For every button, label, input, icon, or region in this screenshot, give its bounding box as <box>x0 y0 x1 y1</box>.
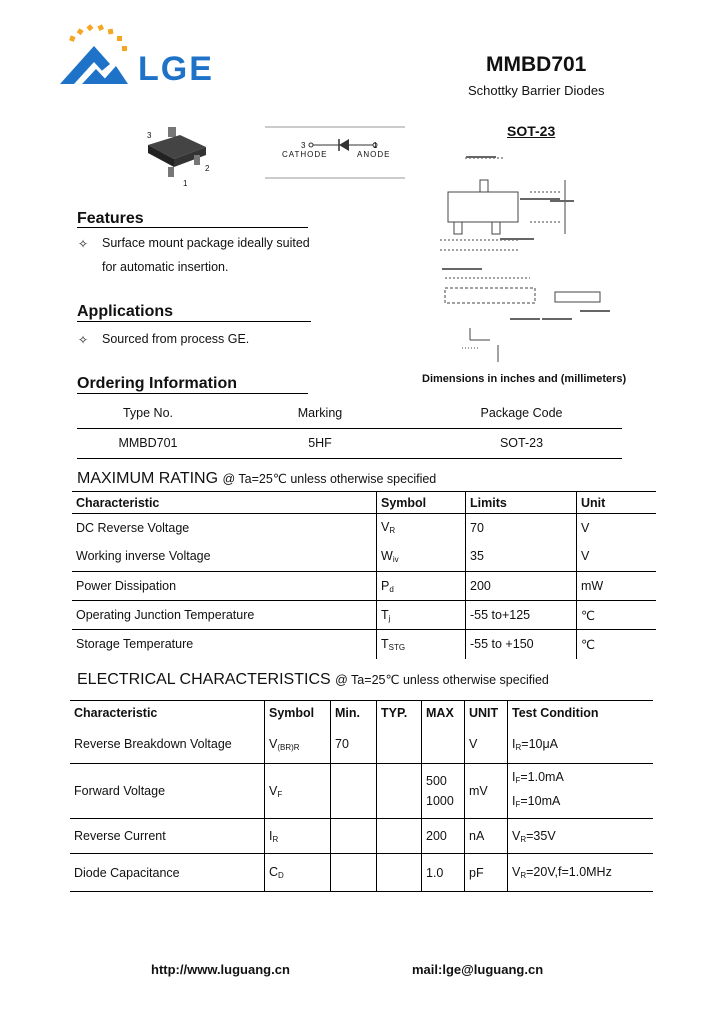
electrical-table <box>70 700 653 892</box>
max-symbol-sub: iv <box>392 554 399 564</box>
elec-condition <box>508 726 654 764</box>
table-row <box>70 726 653 764</box>
symbol-pin-1: 1 <box>373 141 378 150</box>
max-unit: V <box>581 549 590 564</box>
elec-cond-rest: =10μA <box>521 736 559 751</box>
elec-min <box>331 764 377 819</box>
max-limit: 200 <box>466 572 577 601</box>
elec-unit: V <box>465 726 508 764</box>
max-symbol-main: W <box>381 548 393 563</box>
elec-min: 70 <box>331 726 377 764</box>
part-subtitle: Schottky Barrier Diodes <box>468 83 605 98</box>
table-row <box>70 764 653 819</box>
max-rating-heading: MAXIMUM RATING <box>77 470 219 487</box>
max-unit: mW <box>581 579 604 593</box>
max-char: Storage Temperature <box>72 630 377 659</box>
max-rating-table <box>72 491 656 659</box>
table-row <box>72 514 656 542</box>
table-row <box>70 854 653 892</box>
elec-cond-rest: =10mA <box>520 794 561 808</box>
elec-max: 200 <box>422 819 465 854</box>
max-header-char: Characteristic <box>72 492 377 514</box>
brand-name: LGE <box>138 50 214 88</box>
dimension-drawing <box>430 150 620 365</box>
elec-header-max: MAX <box>422 701 465 726</box>
elec-char: Reverse Breakdown Voltage <box>70 726 265 764</box>
ordering-package: SOT-23 <box>499 436 544 450</box>
elec-symbol-sub: F <box>277 789 283 799</box>
max-header-limits: Limits <box>466 492 577 514</box>
max-unit: ℃ <box>581 608 596 623</box>
ordering-heading: Ordering Information <box>77 375 237 392</box>
applications-heading: Applications <box>77 303 174 320</box>
elec-symbol <box>265 819 331 854</box>
max-header-unit: Unit <box>581 495 606 510</box>
elec-symbol-sub: D <box>278 871 284 880</box>
elec-cond-line-2 <box>512 791 649 815</box>
max-symbol-sub: R <box>389 526 396 536</box>
ordering-header-marking: Marking <box>297 405 343 420</box>
table-row <box>72 630 656 659</box>
elec-symbol-main: V <box>269 736 278 751</box>
elec-cond-main: V <box>512 828 521 843</box>
elec-symbol-main: V <box>269 783 278 798</box>
max-unit: ℃ <box>581 637 596 652</box>
cathode-label: CATHODE <box>282 150 328 159</box>
max-symbol <box>377 542 466 572</box>
ordering-marking: 5HF <box>308 436 332 450</box>
max-symbol <box>377 514 466 542</box>
elec-header-symbol: Symbol <box>265 701 331 726</box>
max-symbol-main: T <box>381 607 389 622</box>
electrical-heading: ELECTRICAL CHARACTERISTICS <box>77 671 331 688</box>
elec-header-char: Characteristic <box>70 701 265 726</box>
elec-cond-main: I <box>512 736 516 751</box>
elec-header-typ: TYP. <box>377 701 422 726</box>
applications-bullet-icon: ✧ <box>78 333 89 347</box>
max-symbol-sub: STG <box>388 642 406 652</box>
elec-header-condition: Test Condition <box>512 706 599 721</box>
max-limit: -55 to +150 <box>466 630 577 659</box>
elec-max <box>422 764 465 819</box>
ordering-type: MMBD701 <box>118 436 178 450</box>
max-symbol-main: P <box>381 578 390 593</box>
elec-condition <box>508 819 654 854</box>
max-limit: 35 <box>466 542 577 572</box>
elec-cond-rest: =1.0mA <box>520 770 564 784</box>
max-char: Power Dissipation <box>72 572 377 601</box>
elec-max-line-1: 500 <box>426 774 447 788</box>
feature-line-2: for automatic insertion. <box>102 260 229 274</box>
max-symbol <box>377 601 466 630</box>
elec-symbol-main: C <box>269 865 279 879</box>
elec-cond-sub: R <box>515 742 522 752</box>
elec-typ <box>377 726 422 764</box>
max-header-symbol: Symbol <box>377 492 466 514</box>
elec-cond-main: I <box>512 794 516 808</box>
pin-label-2: 2 <box>205 164 210 173</box>
ordering-underline <box>77 393 308 394</box>
elec-header-min: Min. <box>331 701 377 726</box>
elec-condition <box>508 854 654 892</box>
elec-symbol-sub: (BR)R <box>277 742 300 752</box>
dimensions-caption: Dimensions in inches and (millimeters) <box>422 373 627 385</box>
elec-typ <box>377 854 422 892</box>
feature-line-1: Surface mount package ideally suited <box>102 236 310 250</box>
electrical-condition: @ Ta=25℃ unless otherwise specified <box>335 673 549 687</box>
table-row <box>72 572 656 601</box>
electrical-title <box>77 671 549 689</box>
max-symbol <box>377 630 466 659</box>
elec-symbol <box>265 854 331 892</box>
max-rating-title <box>77 470 436 488</box>
part-number: MMBD701 <box>486 53 587 76</box>
elec-cond-rest: =35V <box>526 828 556 843</box>
elec-char: Forward Voltage <box>70 764 265 819</box>
elec-max: 1.0 <box>422 854 465 892</box>
max-char: DC Reverse Voltage <box>72 514 377 542</box>
symbol-pin-3: 3 <box>301 141 306 150</box>
elec-cond-rest: =20V,f=1.0MHz <box>526 865 612 879</box>
ordering-header-type: Type No. <box>122 405 174 420</box>
elec-symbol-sub: R <box>272 834 279 844</box>
footer-email-link[interactable]: mail:lge@luguang.cn <box>412 962 544 977</box>
package-title: SOT-23 <box>507 123 556 139</box>
max-char: Working inverse Voltage <box>72 542 377 572</box>
elec-unit: mV <box>465 764 508 819</box>
features-heading: Features <box>77 210 144 227</box>
application-line-1: Sourced from process GE. <box>102 332 250 346</box>
elec-typ <box>377 764 422 819</box>
max-limit: -55 to+125 <box>466 601 577 630</box>
elec-unit: nA <box>465 819 508 854</box>
ordering-header-package: Package Code <box>480 405 563 420</box>
footer-website-link[interactable]: http://www.luguang.cn <box>151 962 290 977</box>
elec-cond-sub: R <box>520 871 527 880</box>
ordering-table <box>77 398 622 459</box>
elec-char: Diode Capacitance <box>70 854 265 892</box>
elec-unit: pF <box>465 854 508 892</box>
applications-underline <box>77 321 311 322</box>
elec-cond-sub: R <box>520 834 527 844</box>
elec-min <box>331 854 377 892</box>
elec-symbol <box>265 726 331 764</box>
max-symbol-sub: d <box>389 584 394 594</box>
max-char: Operating Junction Temperature <box>72 601 377 630</box>
max-symbol-main: V <box>381 520 390 535</box>
dimension-drawing-icon <box>430 150 620 365</box>
features-underline <box>77 227 308 228</box>
pin-label-3: 3 <box>147 131 152 140</box>
max-unit: V <box>581 520 590 535</box>
anode-label: ANODE <box>357 150 391 159</box>
elec-char: Reverse Current <box>70 819 265 854</box>
max-symbol-main: T <box>381 636 389 651</box>
elec-cond-main: V <box>512 865 521 879</box>
table-row <box>70 819 653 854</box>
pin-label-1: 1 <box>183 179 188 188</box>
table-row <box>72 601 656 630</box>
max-limit: 70 <box>466 514 577 542</box>
max-symbol-sub: j <box>388 613 391 623</box>
max-symbol <box>377 572 466 601</box>
elec-header-unit: UNIT <box>465 701 508 726</box>
features-bullet-icon: ✧ <box>78 237 89 251</box>
elec-condition <box>508 764 654 819</box>
elec-symbol-main: I <box>269 828 273 843</box>
elec-min <box>331 819 377 854</box>
elec-cond-line-1 <box>512 767 649 791</box>
elec-max <box>422 726 465 764</box>
max-rating-condition: @ Ta=25℃ unless otherwise specified <box>222 472 437 486</box>
elec-typ <box>377 819 422 854</box>
elec-cond-sub: F <box>515 776 521 785</box>
table-row <box>72 542 656 572</box>
elec-cond-main: I <box>512 770 516 784</box>
elec-symbol <box>265 764 331 819</box>
elec-max-line-2: 1000 <box>426 794 454 808</box>
elec-cond-sub: F <box>515 800 521 809</box>
